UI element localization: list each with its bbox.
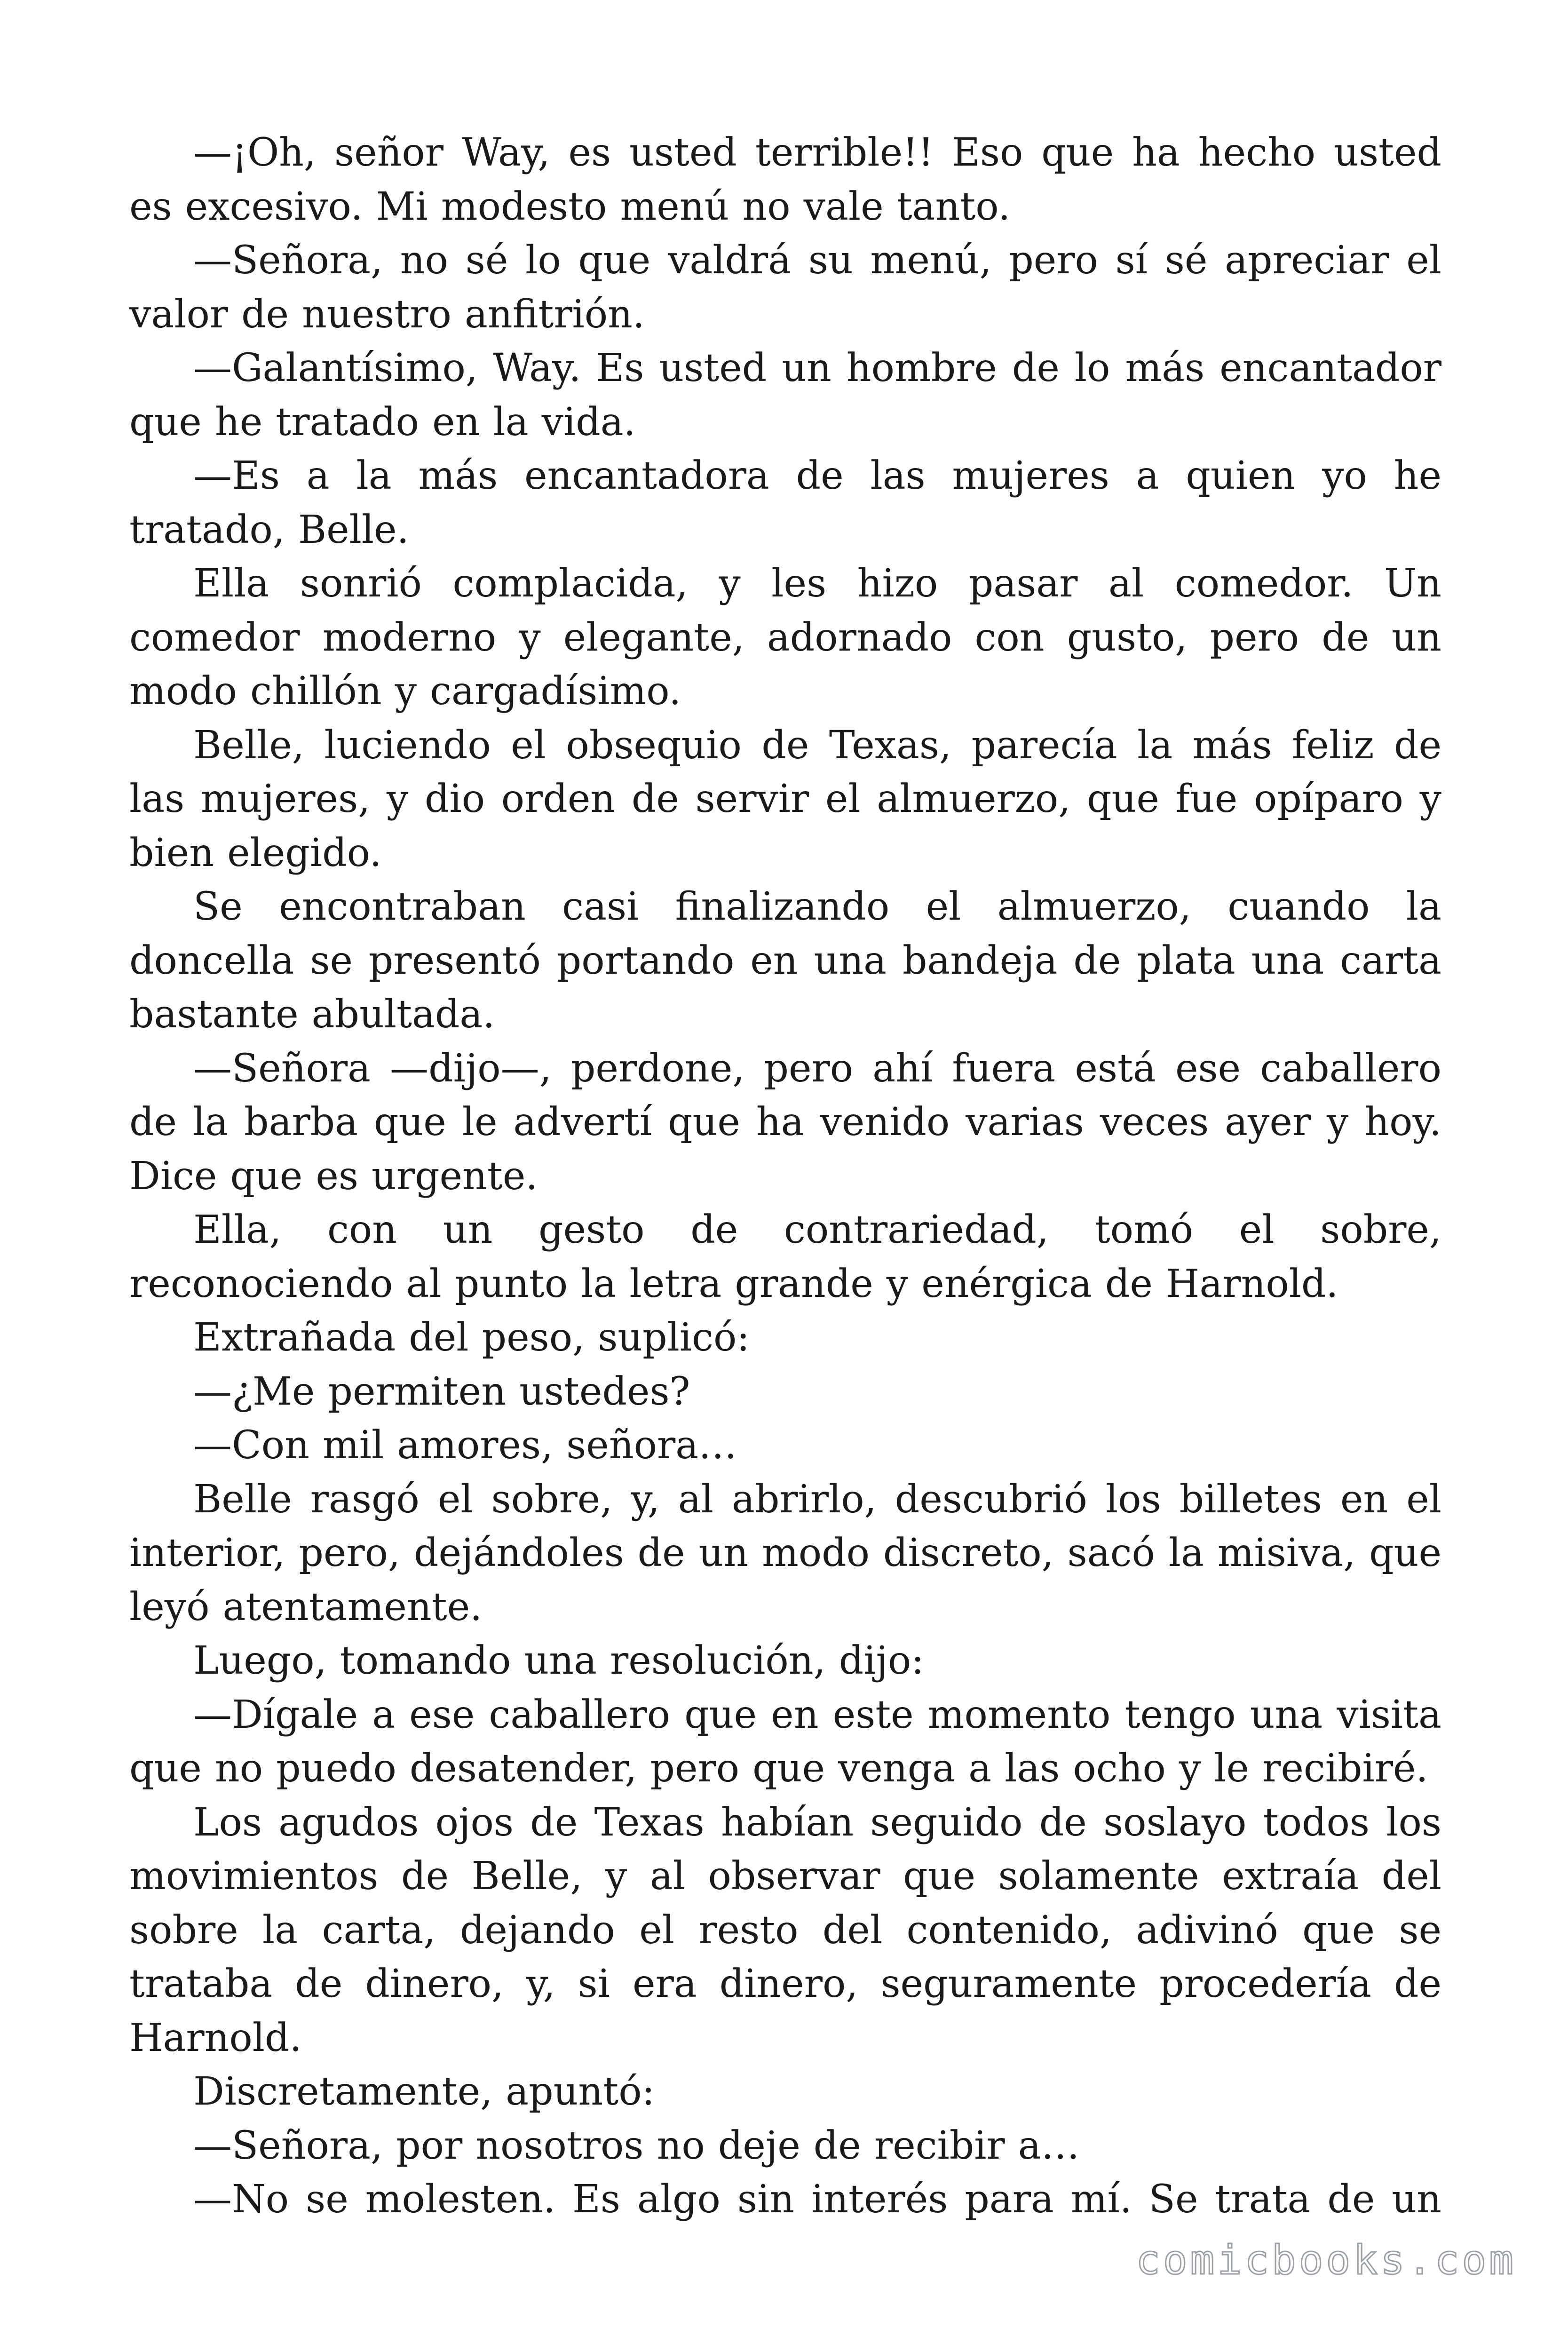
paragraph: Se encontraban casi finalizando el almuerzo, cuando la doncella se presentó portando en una bandeja de plata una carta bastante abultada. — [129, 884, 1441, 1037]
paragraph: —Dígale a ese caballero que en este momento tengo una visita que no puedo desatender, pero que venga a las ocho y le recibiré. — [129, 1692, 1441, 1791]
paragraph-continued: —No se molesten. Es algo sin interés para mí. Se trata de un — [193, 2177, 1441, 2222]
paragraph: Belle rasgó el sobre, y, al abrirlo, descubrió los billetes en el interior, pero, dejándoles de un modo discreto, sacó la misiva, que leyó atentamente. — [129, 1477, 1441, 1629]
paragraph: —Señora, no sé lo que valdrá su menú, pero sí sé apreciar el valor de nuestro anfitrión. — [129, 238, 1441, 337]
paragraph: Belle, luciendo el obsequio de Texas, parecía la más feliz de las mujeres, y dio orden de servir el almuerzo, que fue opíparo y bien elegido. — [129, 723, 1441, 875]
paragraph: Ella, con un gesto de contrariedad, tomó el sobre, reconociendo al punto la letra grande y enérgica de Harnold. — [129, 1208, 1441, 1306]
paragraph: Ella sonrió complacida, y les hizo pasar al comedor. Un comedor moderno y elegante, adornado con gusto, pero de un modo chillón y cargadísimo. — [129, 561, 1441, 714]
paragraph: Luego, tomando una resolución, dijo: — [193, 1638, 924, 1683]
paragraph: Discretamente, apuntó: — [193, 2069, 655, 2114]
paragraph: —Señora —dijo—, perdone, pero ahí fuera está ese caballero de la barba que le advertí que ha venido varias veces ayer y hoy. Dice que es urgente. — [129, 1046, 1441, 1199]
paragraph: —Galantísimo, Way. Es usted un hombre de lo más encantador que he tratado en la vida. — [129, 346, 1441, 445]
paragraph: Extrañada del peso, suplicó: — [193, 1315, 750, 1360]
paragraph: —¡Oh, señor Way, es usted terrible!! Eso que ha hecho usted es excesivo. Mi modesto menú no vale tanto. — [129, 130, 1441, 229]
paragraph: —Es a la más encantadora de las mujeres a quien yo he tratado, Belle. — [129, 453, 1441, 552]
paragraph: —Señora, por nosotros no deje de recibir a… — [193, 2123, 1080, 2168]
paragraph: —Con mil amores, señora… — [193, 1423, 737, 1468]
paragraph: Los agudos ojos de Texas habían seguido de soslayo todos los movimientos de Belle, y al observar que solamente extraía del sobre la carta, dejando el resto del contenido, adivinó que se trataba de dinero, y, si era dinero, seguramente procedería de Harnold. — [129, 1800, 1441, 2060]
paragraph: —¿Me permiten ustedes? — [193, 1369, 690, 1414]
watermark: comicbooks.com — [1136, 2237, 1516, 2284]
page-body — [129, 126, 1441, 2227]
